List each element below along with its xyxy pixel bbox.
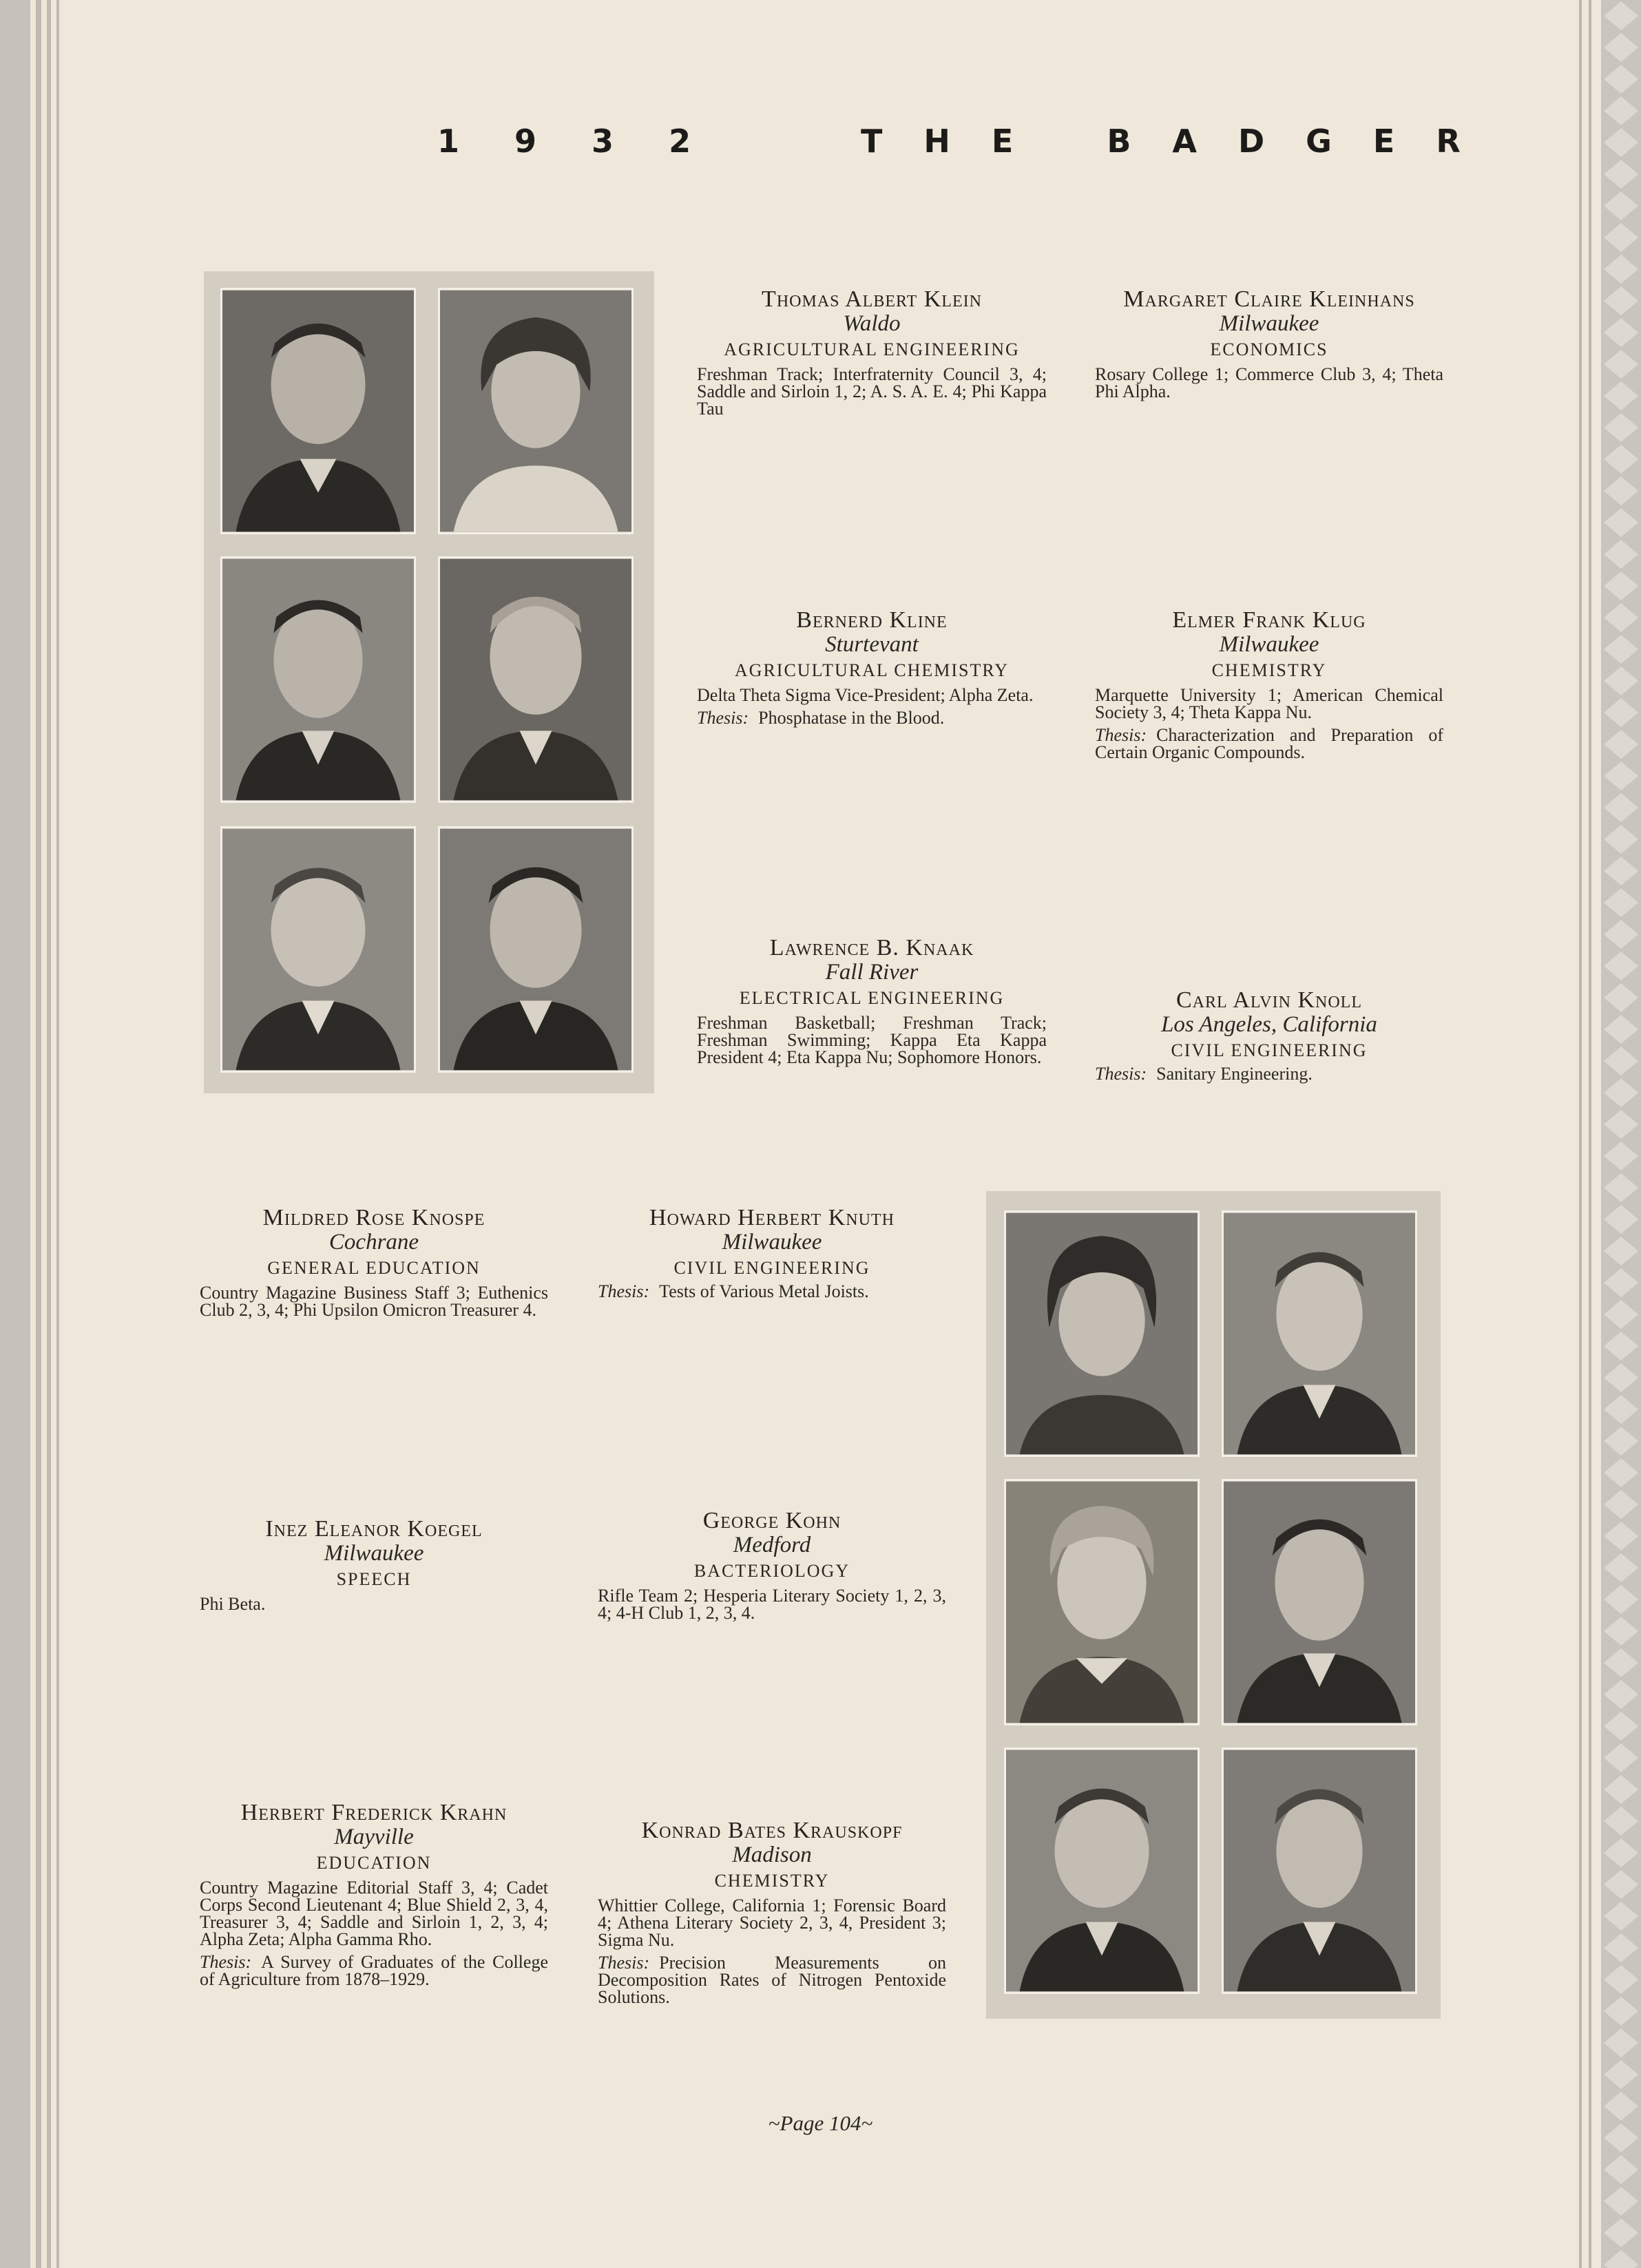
student-thesis (598, 1283, 946, 1300)
student-name: Inez Eleanor Koegel (265, 1516, 483, 1542)
student-department: AGRICULTURAL CHEMISTRY (734, 660, 1010, 680)
left-border-line (47, 0, 51, 2268)
thesis-label: Thesis: (598, 1281, 650, 1301)
student-entry (200, 1206, 548, 1319)
right-border-line (1589, 0, 1591, 2268)
student-entry (697, 288, 1047, 417)
student-name: Margaret Claire Kleinhans (1123, 286, 1415, 312)
zigzag-border-ornament (1601, 0, 1641, 2268)
portrait-photo (1222, 1210, 1417, 1457)
student-thesis (1095, 726, 1443, 761)
student-entry (1095, 288, 1443, 400)
thesis-title: Precision Measurements on Decomposition Rates of Nitrogen Pentoxide Solutions. (598, 1953, 946, 2007)
portrait-photo (1222, 1479, 1417, 1725)
student-hometown: Cochrane (328, 1230, 419, 1254)
student-activities: Phi Beta. (200, 1594, 266, 1614)
thesis-title: A Survey of Graduates of the College of Agriculture from 1878–1929. (200, 1952, 548, 1989)
student-hometown: Medford (733, 1533, 811, 1557)
student-hometown: Madison (732, 1842, 812, 1867)
student-activities: Delta Theta Sigma Vice-President; Alpha Zeta. (697, 685, 1034, 705)
portrait-photo (220, 826, 416, 1073)
student-name: Elmer Frank Klug (1172, 607, 1366, 633)
left-border-line (36, 0, 41, 2268)
student-department: CHEMISTRY (714, 1871, 830, 1891)
student-name: Thomas Albert Klein (762, 286, 982, 312)
student-entry (1095, 609, 1443, 761)
thesis-title: Characterization and Preparation of Certain Organic Compounds. (1095, 725, 1443, 762)
left-border (0, 0, 30, 2268)
student-name: Howard Herbert Knuth (649, 1205, 895, 1230)
student-name: George Kohn (702, 1508, 842, 1533)
student-department: ELECTRICAL ENGINEERING (739, 988, 1005, 1008)
student-department: CIVIL ENGINEERING (1171, 1040, 1368, 1060)
student-thesis (697, 709, 1047, 726)
student-entry (200, 1518, 548, 1613)
thesis-label: Thesis: (200, 1952, 252, 1972)
student-activities: Marquette University 1; American Chemical Society 3, 4; Theta Kappa Nu. (1095, 685, 1443, 722)
thesis-label: Thesis: (697, 708, 749, 728)
photo-panel (204, 271, 654, 1093)
student-hometown: Waldo (843, 311, 901, 336)
student-thesis (1095, 1065, 1443, 1082)
student-department: GENERAL EDUCATION (267, 1258, 481, 1278)
portrait-photo (438, 826, 634, 1073)
student-hometown: Milwaukee (324, 1541, 424, 1566)
student-department: SPEECH (336, 1569, 412, 1589)
student-name: Mildred Rose Knospe (262, 1205, 485, 1230)
thesis-title: Phosphatase in the Blood. (758, 708, 945, 728)
page-number: ~Page 104~ (768, 2111, 873, 2135)
student-activities: Freshman Basketball; Freshman Track; Freshman Swimming; Kappa Eta Kappa President 4; Eta Kappa Nu; Sophomore Honors. (697, 1013, 1047, 1067)
thesis-label: Thesis: (1095, 1064, 1147, 1084)
thesis-label: Thesis: (1095, 725, 1147, 745)
student-entry (697, 609, 1047, 726)
student-department: EDUCATION (316, 1853, 432, 1873)
right-border-line (1579, 0, 1582, 2268)
student-name: Carl Alvin Knoll (1175, 987, 1362, 1013)
student-name: Lawrence B. Knaak (769, 935, 974, 960)
student-thesis (200, 1953, 548, 1988)
header-year: 1 9 3 2 (437, 123, 713, 160)
thesis-label: Thesis: (598, 1953, 650, 1973)
student-activities: Country Magazine Editorial Staff 3, 4; Cadet Corps Second Lieutenant 4; Blue Shield 2, 3, 4, Treasurer 3, 4; Saddle and Sirloin 1, 2, 3, 4; Alpha Zeta; Alpha Gamma Rho. (200, 1878, 548, 1949)
student-name: Konrad Bates Krauskopf (641, 1818, 903, 1843)
student-hometown: Milwaukee (1219, 311, 1319, 336)
student-activities: Rosary College 1; Commerce Club 3, 4; Theta Phi Alpha. (1095, 364, 1443, 401)
portrait-photo (220, 556, 416, 803)
left-border-line (56, 0, 59, 2268)
student-entry (598, 1206, 946, 1300)
student-entry (697, 936, 1047, 1066)
student-activities: Country Magazine Business Staff 3; Euthenics Club 2, 3, 4; Phi Upsilon Omicron Treasurer 4. (200, 1283, 548, 1320)
student-activities: Whittier College, California 1; Forensic Board 4; Athena Literary Society 2, 3, 4, President 3; Sigma Nu. (598, 1896, 946, 1950)
student-activities: Freshman Track; Interfraternity Council 3, 4; Saddle and Sirloin 1, 2; A. S. A. E. 4; Phi Kappa Tau (697, 364, 1047, 419)
student-department: CIVIL ENGINEERING (673, 1258, 870, 1278)
student-hometown: Fall River (825, 960, 919, 985)
portrait-photo (220, 288, 416, 534)
portrait-photo (1222, 1747, 1417, 1994)
student-entry (1095, 989, 1443, 1082)
portrait-photo (438, 288, 634, 534)
student-hometown: Milwaukee (722, 1230, 822, 1254)
portrait-photo (1004, 1479, 1200, 1725)
thesis-title: Sanitary Engineering. (1156, 1064, 1313, 1084)
student-thesis (598, 1954, 946, 2006)
student-hometown: Milwaukee (1219, 632, 1319, 657)
student-hometown: Mayville (334, 1825, 414, 1849)
student-department: ECONOMICS (1210, 339, 1328, 359)
student-entry (598, 1509, 946, 1621)
student-department: AGRICULTURAL ENGINEERING (724, 339, 1020, 359)
portrait-photo (1004, 1210, 1200, 1457)
student-name: Bernerd Kline (796, 607, 948, 633)
student-department: BACTERIOLOGY (693, 1561, 850, 1581)
header-title: THE BADGER (861, 123, 1502, 160)
student-activities: Rifle Team 2; Hesperia Literary Society 1, 2, 3, 4; 4-H Club 1, 2, 3, 4. (598, 1586, 946, 1623)
thesis-title: Tests of Various Metal Joists. (659, 1281, 869, 1301)
photo-panel (986, 1191, 1441, 2019)
student-name: Herbert Frederick Krahn (240, 1800, 508, 1825)
student-department: CHEMISTRY (1211, 660, 1327, 680)
student-entry (200, 1801, 548, 1988)
portrait-photo (438, 556, 634, 803)
portrait-photo (1004, 1747, 1200, 1994)
student-hometown: Sturtevant (825, 632, 919, 657)
student-entry (598, 1819, 946, 2006)
student-hometown: Los Angeles, California (1161, 1012, 1377, 1037)
